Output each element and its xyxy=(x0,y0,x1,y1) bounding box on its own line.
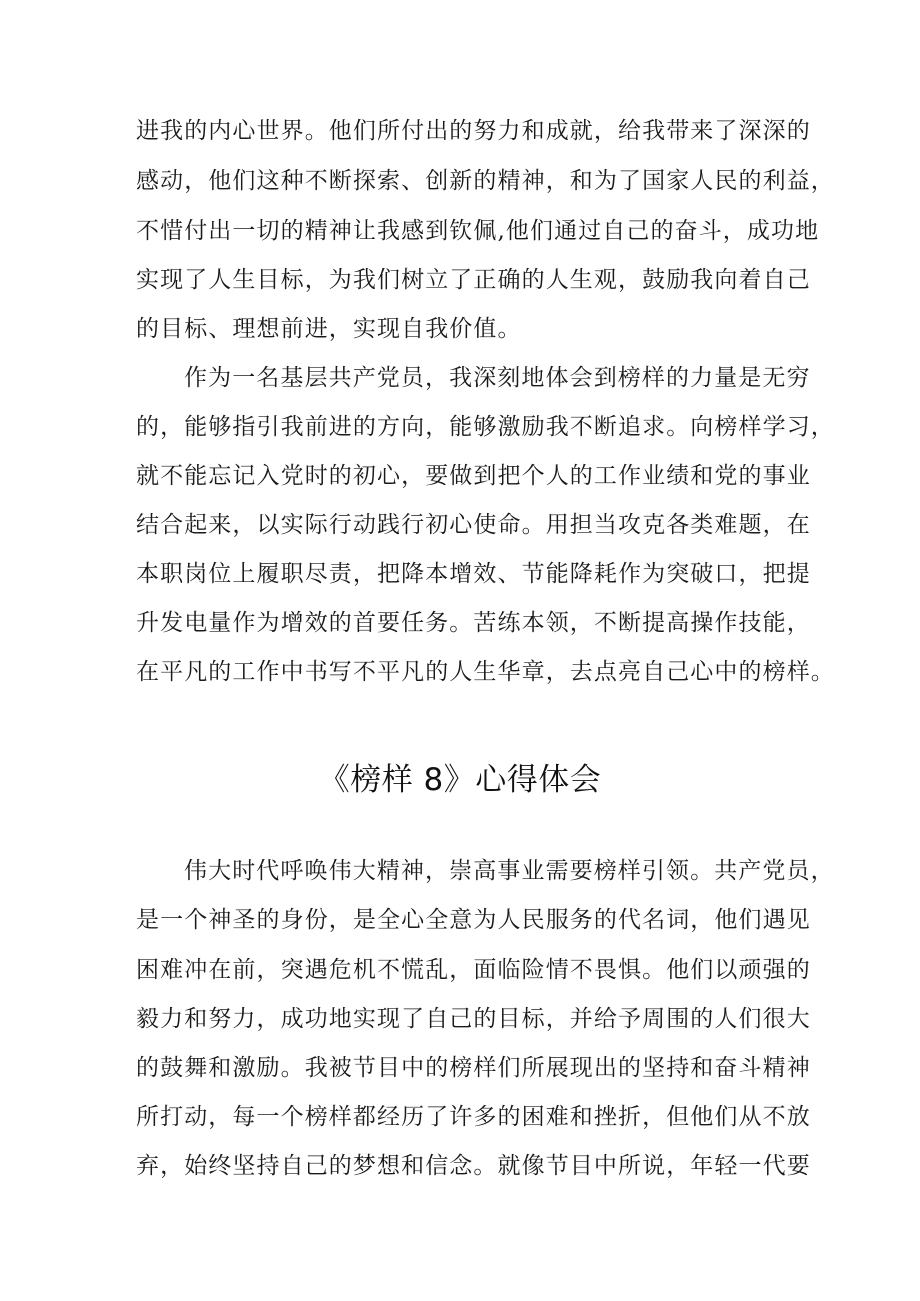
paragraph-line: 的目标、理想前进，实现自我价值。 xyxy=(136,316,522,342)
paragraph-line: 升发电量作为增效的首要任务。苦练本领，不断提高操作技能， xyxy=(136,610,811,636)
paragraph-line: 作为一名基层共产党员，我深刻地体会到榜样的力量是无穷 xyxy=(184,365,811,391)
paragraph-line: 实现了人生目标，为我们树立了正确的人生观，鼓励我向着自己 xyxy=(136,267,811,293)
paragraph-line: 的鼓舞和激励。我被节目中的榜样们所展现出的坚持和奋斗精神 xyxy=(136,1055,811,1081)
paragraph-line: 的，能够指引我前进的方向，能够激励我不断追求。向榜样学习， xyxy=(136,414,835,440)
paragraph-line: 在平凡的工作中书写不平凡的人生华章，去点亮自己心中的榜样。 xyxy=(136,659,835,685)
paragraph-line: 感动，他们这种不断探索、创新的精神，和为了国家人民的利益， xyxy=(136,168,835,194)
paragraph-line: 就不能忘记入党时的初心，要做到把个人的工作业绩和党的事业 xyxy=(136,463,811,489)
paragraph-line: 是一个神圣的身份，是全心全意为人民服务的代名词，他们遇见 xyxy=(136,907,811,933)
paragraph-line: 困难冲在前，突遇危机不慌乱，面临险情不畏惧。他们以顽强的 xyxy=(136,957,811,983)
paragraph-line: 毅力和努力，成功地实现了自己的目标，并给予周围的人们很大 xyxy=(136,1006,811,1032)
paragraph-line: 本职岗位上履职尽责，把降本增效、节能降耗作为突破口，把提 xyxy=(136,561,811,587)
paragraph-line: 结合起来，以实际行动践行初心使命。用担当攻克各类难题，在 xyxy=(136,512,811,538)
paragraph-line: 伟大时代呼唤伟大精神，崇高事业需要榜样引领。共产党员， xyxy=(184,858,835,884)
paragraph-line: 所打动，每一个榜样都经历了许多的困难和挫折，但他们从不放 xyxy=(136,1104,811,1130)
paragraph-line: 不惜付出一切的精神让我感到钦佩,他们通过自己的奋斗，成功地 xyxy=(136,218,820,244)
paragraph-line: 进我的内心世界。他们所付出的努力和成就，给我带来了深深的 xyxy=(136,118,811,144)
paragraph-line: 弃，始终坚持自己的梦想和信念。就像节目中所说，年轻一代要 xyxy=(136,1153,811,1179)
section-title: 《榜样 8》心得体会 xyxy=(318,762,602,798)
